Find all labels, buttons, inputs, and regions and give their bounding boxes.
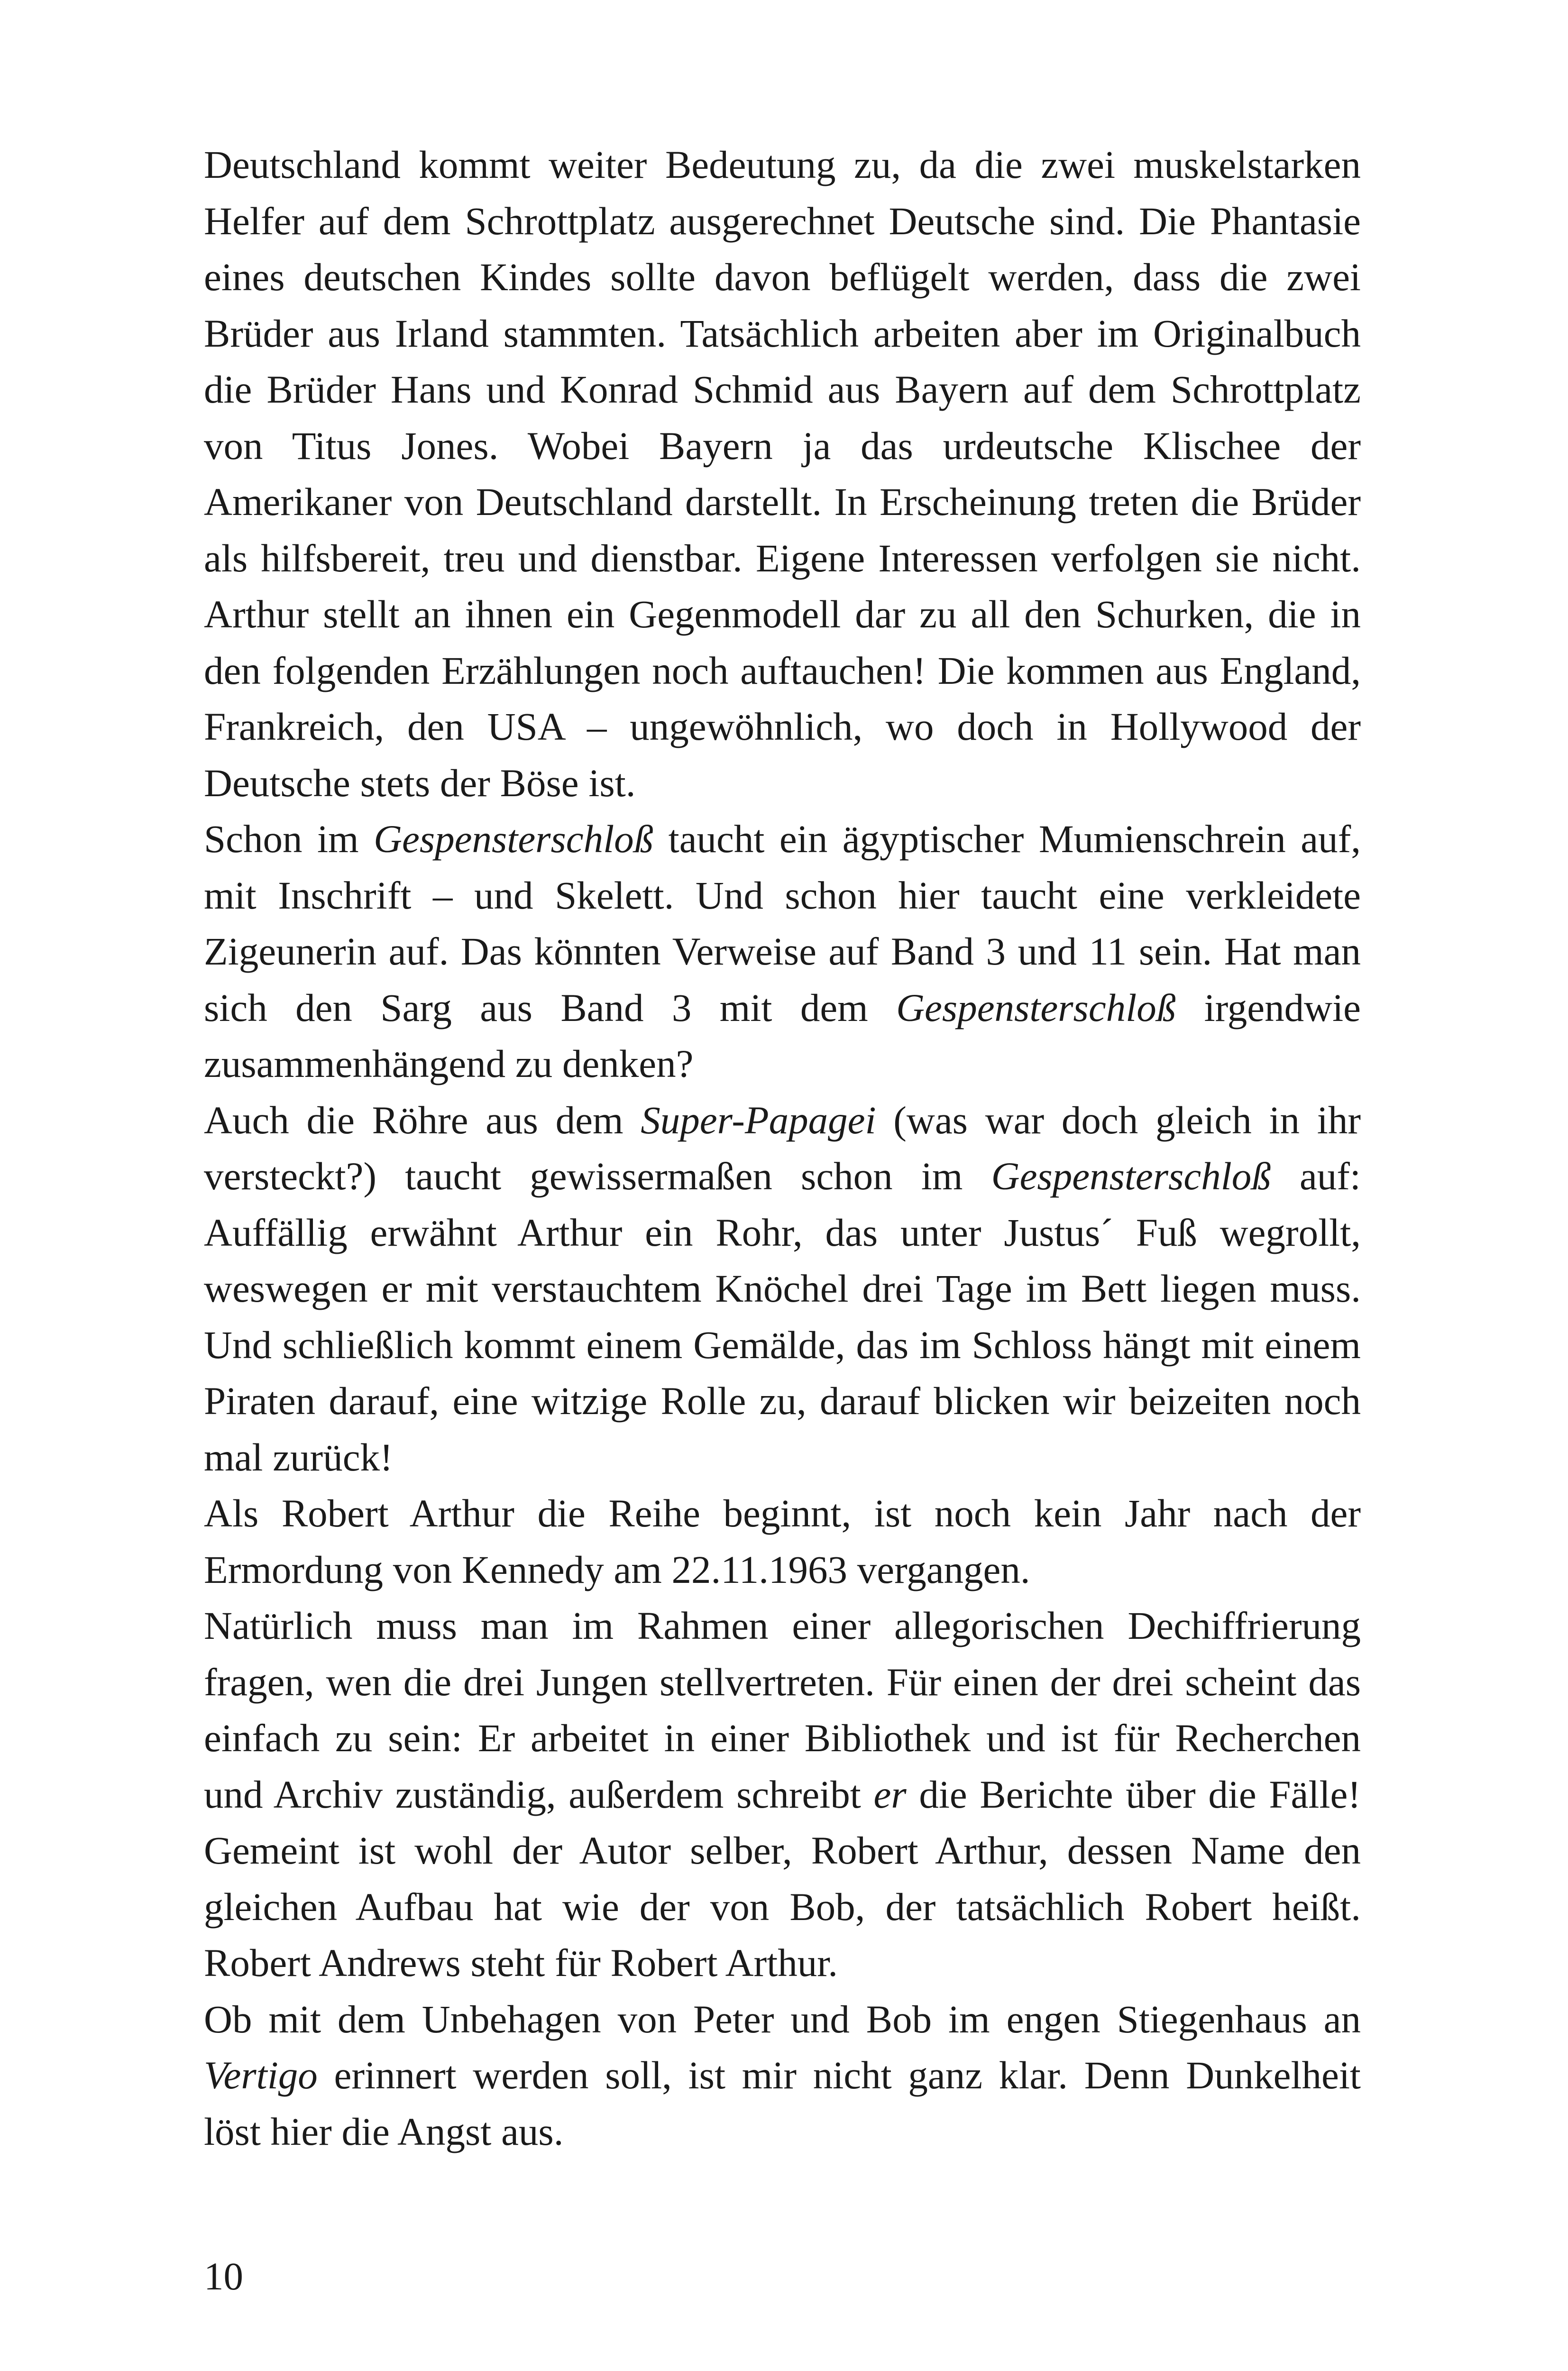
body-text bbox=[204, 137, 1361, 2160]
text-run: erinnert werden soll, ist mir nicht ganz klar. Denn Dunkelheit löst hier die Angst aus. bbox=[204, 2053, 1361, 2153]
text-run: Natürlich muss man im Rahmen einer allegorischen Dechiffrierung fragen, wen die drei Jungen stellvertreten. Für einen der drei scheint das einfach zu sein: Er arbeitet in einer Bibliothek und ist für Recherchen und Archiv zuständig, außerdem schreibt bbox=[204, 1604, 1361, 1816]
paragraph bbox=[204, 811, 1361, 1092]
italic-title-text: er bbox=[873, 1772, 907, 1816]
italic-title-text: Gespensterschloß bbox=[374, 817, 654, 861]
text-run: irgendwie zusammenhängend zu denken? bbox=[204, 985, 1361, 1085]
paragraph bbox=[204, 1991, 1361, 2160]
text-run: taucht ein ägyptischer Mumienschrein auf, mit Inschrift – und Skelett. Und schon hier taucht eine verkleidete Zigeunerin auf. Das könnten Verweise auf Band 3 und 11 sein. Hat man sich den Sarg aus Band 3 mit dem bbox=[204, 817, 1361, 1029]
italic-title-text: Super-Papagei bbox=[641, 1098, 876, 1142]
italic-title-text: Vertigo bbox=[204, 2053, 318, 2097]
text-run: Auch die Röhre aus dem bbox=[204, 1098, 641, 1142]
paragraph bbox=[204, 137, 1361, 811]
text-run: (was war doch gleich in ihr versteckt?) taucht gewissermaßen schon im bbox=[204, 1098, 1361, 1198]
paragraph bbox=[204, 1598, 1361, 1991]
text-run: Deutschland kommt weiter Bedeutung zu, da die zwei muskelstarken Helfer auf dem Schrottplatz ausgerechnet Deutsche sind. Die Phantasie eines deutschen Kindes sollte davon beflügelt werden, dass die zwei Brüder aus Irland stammten. Tatsächlich arbeiten aber im Originalbuch die Brüder Hans und Konrad Schmid aus Bayern auf dem Schrottplatz von Titus Jones. Wobei Bayern ja das urdeutsche Klischee der Amerikaner von Deutschland darstellt. In Erscheinung treten die Brüder als hilfsbereit, treu und dienstbar. Eigene Interessen verfolgen sie nicht. Arthur stellt an ihnen ein Gegenmodell dar zu all den Schurken, die in den folgenden Erzählungen noch auftauchen! Die kommen aus England, Frankreich, den USA – ungewöhnlich, wo doch in Hollywood der Deutsche stets der Böse ist. bbox=[204, 143, 1361, 805]
italic-title-text: Gespensterschloß bbox=[991, 1154, 1271, 1198]
page-number: 10 bbox=[204, 2254, 243, 2298]
text-run: die Berichte über die Fälle! Gemeint ist wohl der Autor selber, Robert Arthur, dessen Name den gleichen Aufbau hat wie der von Bob, der tatsächlich Robert heißt. Robert Andrews steht für Robert Arthur. bbox=[204, 1772, 1361, 1985]
text-run: Schon im bbox=[204, 817, 374, 861]
text-run: Als Robert Arthur die Reihe beginnt, ist noch kein Jahr nach der Ermordung von Kennedy am 22.11.1963 vergangen. bbox=[204, 1491, 1361, 1591]
text-run: Ob mit dem Unbehagen von Peter und Bob im engen Stiegenhaus an bbox=[204, 1997, 1361, 2041]
text-run: auf: Auffällig erwähnt Arthur ein Rohr, das unter Justus´ Fuß wegrollt, weswegen er mit verstauchtem Knöchel drei Tage im Bett liegen muss. Und schließlich kommt einem Gemälde, das im Schloss hängt mit einem Piraten darauf, eine witzige Rolle zu, darauf blicken wir beizeiten noch mal zurück! bbox=[204, 1154, 1361, 1479]
paragraph bbox=[204, 1092, 1361, 1486]
paragraph bbox=[204, 1485, 1361, 1598]
italic-title-text: Gespensterschloß bbox=[896, 985, 1176, 1029]
